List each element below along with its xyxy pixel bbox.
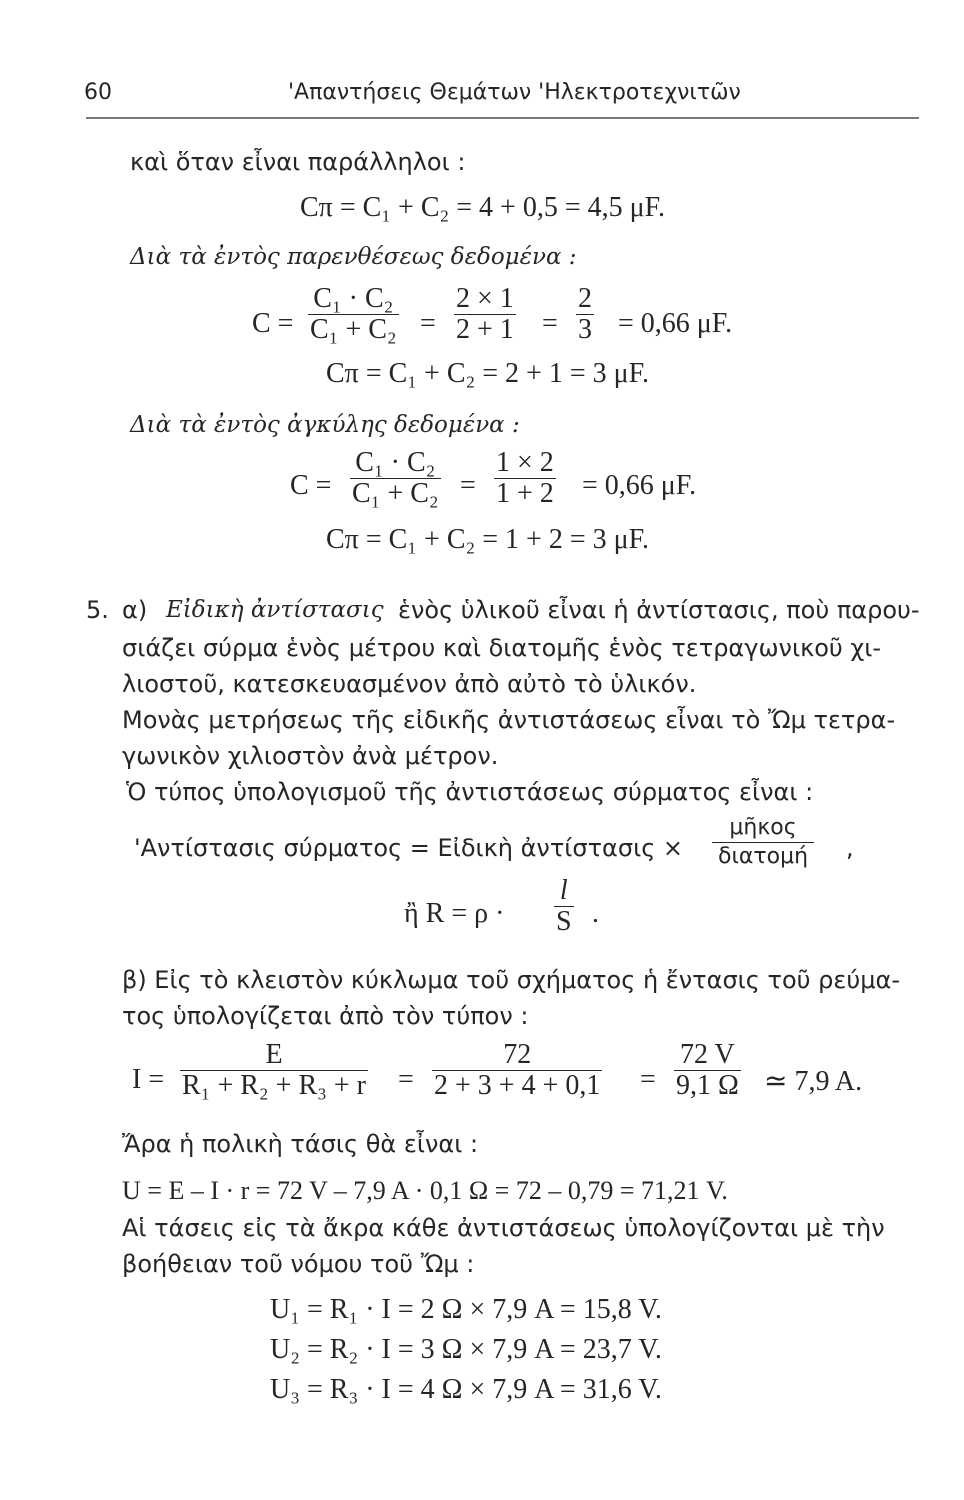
a-label: α) (122, 596, 148, 624)
bracket-fraction-2-num: 1 × 2 (496, 447, 554, 478)
paren-eq-2: = (542, 308, 558, 339)
paren-fraction-1 (308, 284, 399, 345)
a-term: Εἰδικὴ ἀντίστασις (166, 597, 384, 623)
parallel-intro: καὶ ὅταν εἶναι παράλληλοι : (130, 148, 466, 176)
bracket-fraction-1-num: C₁ · C₂ (355, 447, 436, 478)
a-line2: σιάζει σύρμα ἑνὸς μέτρου καὶ διατομῆς ἑνὸς τετραγωνικοῦ χι- (122, 634, 882, 662)
paren-fraction-3-num: 2 (578, 283, 592, 314)
paren-fraction-3-den: 3 (578, 314, 592, 345)
terminal-intro: Ἄρα ἡ πολικὴ τάσις θὰ εἶναι : (122, 1130, 479, 1158)
u2-equation: U₂ = R₂ · I = 3 Ω × 7,9 A = 23,7 V. (270, 1334, 662, 1365)
i-fraction-2-den: 2 + 3 + 4 + 0,1 (434, 1070, 601, 1101)
paren-fraction-1-den: C₁ + C₂ (310, 314, 397, 345)
i-fraction-3 (674, 1040, 741, 1101)
bracket-heading: Διὰ τὰ ἐντὸς ἀγκύλης δεδομένα : (130, 412, 520, 438)
b-line2: τος ὑπολογίζεται ἀπὸ τὸν τύπον : (122, 1002, 529, 1030)
wire-formula-lhs: 'Αντίστασις σύρματος = Εἰδικὴ ἀντίστασις × (134, 834, 684, 862)
i-fraction-2 (432, 1040, 602, 1101)
unit-line2: γωνικὸν χιλιοστὸν ἀνὰ μέτρον. (122, 742, 499, 770)
paren-fraction-2-den: 2 + 1 (456, 314, 514, 345)
paren-heading: Διὰ τὰ ἐντὸς παρενθέσεως δεδομένα : (130, 244, 577, 270)
bracket-fraction-2 (494, 448, 556, 509)
a-line1-rest: ἑνὸς ὑλικοῦ εἶναι ἡ ἀντίστασις, ποὺ παρου- (398, 596, 920, 624)
wire-fraction-den: διατομή (712, 842, 814, 871)
i-result: ≃ 7,9 A. (764, 1066, 863, 1097)
wire-fraction-num: μῆκος (729, 815, 797, 840)
bracket-result: = 0,66 μF. (582, 470, 697, 501)
bracket-parallel: Cπ = C₁ + C₂ = 1 + 2 = 3 μF. (326, 524, 649, 555)
i-lhs: I = (132, 1064, 165, 1095)
i-fraction-2-num: 72 (503, 1039, 532, 1070)
bracket-eq-1: = (460, 470, 476, 501)
running-title: 'Απαντήσεις Θεμάτων 'Ηλεκτροτεχνιτῶν (288, 80, 741, 105)
paren-result: = 0,66 μF. (618, 308, 733, 339)
r-formula-prefix: ἢ R = ρ · (404, 898, 505, 929)
unit-line1: Μονὰς μετρήσεως τῆς εἰδικῆς ἀντιστάσεως εἶναι τὸ Ὤμ τετρα- (122, 706, 896, 734)
parallel-equation: Cπ = C₁ + C₂ = 4 + 0,5 = 4,5 μF. (300, 192, 665, 223)
wire-fraction (712, 814, 814, 871)
b-line1: β) Εἰς τὸ κλειστὸν κύκλωμα τοῦ σχήματος ἡ ἔντασις τοῦ ρεύμα- (122, 966, 900, 994)
wire-comma: , (846, 834, 854, 862)
r-fraction-num: l (559, 875, 568, 906)
header-rule (86, 117, 919, 119)
paren-parallel: Cπ = C₁ + C₂ = 2 + 1 = 3 μF. (326, 358, 649, 389)
bracket-series-lhs: C = (290, 470, 332, 501)
paren-fraction-1-num: C₁ · C₂ (313, 283, 394, 314)
i-fraction-1 (180, 1040, 368, 1101)
paren-fraction-3 (576, 284, 594, 345)
paren-series-lhs: C = (252, 308, 294, 339)
r-fraction-den: S (556, 906, 572, 937)
bracket-fraction-1-den: C₁ + C₂ (352, 478, 439, 509)
paren-fraction-2 (454, 284, 516, 345)
ohm-line1: Αἱ τάσεις εἰς τὰ ἄκρα κάθε ἀντιστάσεως ὑπολογίζονται μὲ τὴν (122, 1214, 885, 1242)
a-line3: λιοστοῦ, κατεσκευασμένον ἀπὸ αὐτὸ τὸ ὑλικόν. (122, 670, 697, 698)
i-fraction-1-den: R₁ + R₂ + R₃ + r (182, 1070, 367, 1101)
formula-intro: Ὁ τύπος ὑπολογισμοῦ τῆς ἀντιστάσεως σύρματος εἶναι : (126, 778, 814, 806)
u3-equation: U₃ = R₃ · I = 4 Ω × 7,9 A = 31,6 V. (270, 1374, 662, 1405)
r-formula-dot: . (592, 898, 599, 929)
ohm-line2: βοήθειαν τοῦ νόμου τοῦ Ὤμ : (122, 1250, 475, 1278)
paren-fraction-2-num: 2 × 1 (456, 283, 514, 314)
paren-eq-1: = (420, 308, 436, 339)
bracket-fraction-2-den: 1 + 2 (496, 478, 554, 509)
r-fraction (554, 876, 574, 937)
u1-equation: U₁ = R₁ · I = 2 Ω × 7,9 A = 15,8 V. (270, 1294, 662, 1325)
i-eq-2: = (640, 1064, 656, 1095)
section-number: 5. (86, 596, 109, 624)
i-fraction-3-den: 9,1 Ω (676, 1070, 739, 1101)
bracket-fraction-1 (350, 448, 441, 509)
i-fraction-1-num: E (265, 1039, 283, 1070)
terminal-equation: U = E – I · r = 72 V – 7,9 A · 0,1 Ω = 72 – 0,79 = 71,21 V. (122, 1176, 728, 1205)
i-fraction-3-num: 72 V (680, 1039, 735, 1070)
page-number: 60 (84, 80, 112, 105)
i-eq-1: = (398, 1064, 414, 1095)
